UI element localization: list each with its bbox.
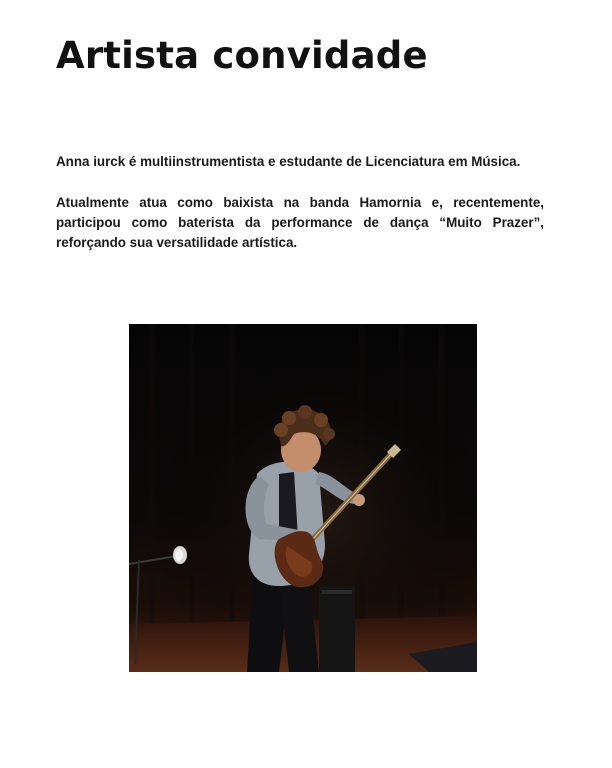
- amplifier: [319, 586, 355, 672]
- performer-photo: [129, 324, 477, 672]
- bio-paragraph-details: Atualmente atua como baixista na banda Hamornia e, recentemente, participou como baterista da performance de dança “Muito Prazer”, reforçando sua versatilidade artística.: [56, 195, 544, 250]
- page-title: Artista convidade: [56, 34, 428, 77]
- bio-paragraph-intro: Anna iurck é multiinstrumentista e estudante de Licenciatura em Música.: [56, 154, 521, 169]
